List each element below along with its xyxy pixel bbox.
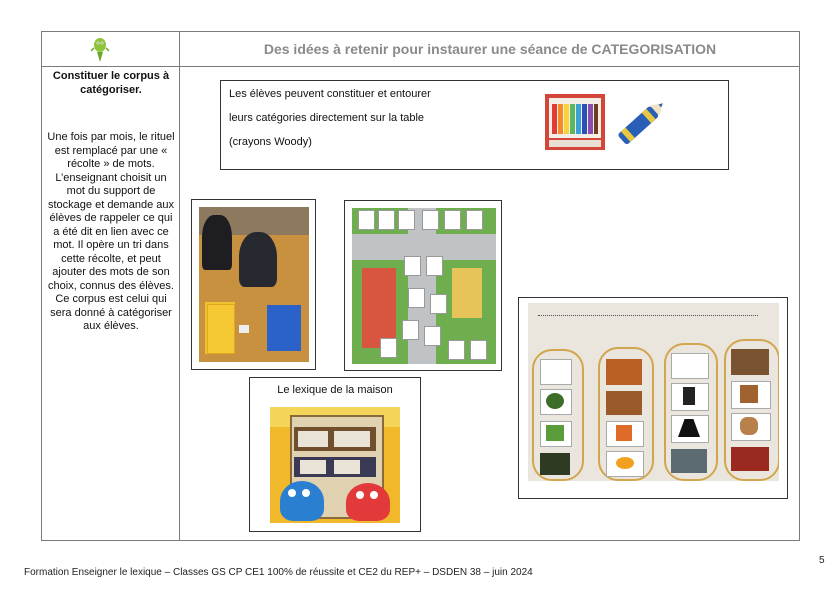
green-mascot-icon bbox=[90, 36, 110, 64]
page-number: 5 bbox=[819, 555, 825, 566]
sidebar-column bbox=[46, 70, 176, 334]
photo-house-lexicon bbox=[270, 407, 400, 523]
column-divider bbox=[179, 32, 180, 540]
crayon-info-box bbox=[220, 80, 729, 170]
photo-road-mat-frame bbox=[344, 200, 502, 371]
crayon-box-icon bbox=[545, 94, 605, 150]
footer-text: Formation Enseigner le lexique – Classes GS CP CE1 100% de réussite et CE2 du REP+ – DSDEN 38 – juin 2024 bbox=[24, 567, 533, 578]
row-divider bbox=[42, 66, 799, 67]
photo-children-frame bbox=[191, 199, 316, 370]
photo-sorted-cards-frame bbox=[518, 297, 788, 499]
info-line-3: (crayons Woody) bbox=[229, 136, 312, 148]
sidebar-heading: Constituer le corpus à catégoriser. bbox=[52, 70, 170, 96]
photo-house-lexicon-frame bbox=[249, 377, 421, 532]
page-title: Des idées à retenir pour instaurer une séance de CATEGORISATION bbox=[263, 41, 717, 57]
photo-sorted-cards bbox=[528, 303, 779, 481]
blue-crayon-icon bbox=[612, 91, 672, 153]
photo-road-mat bbox=[352, 208, 496, 364]
info-line-2: leurs catégories directement sur la table bbox=[229, 112, 425, 124]
photo-children bbox=[199, 207, 309, 362]
info-line-1: Les élèves peuvent constituer et entourer bbox=[229, 88, 431, 100]
sidebar-body: Une fois par mois, le rituel est remplacé par une « récolte » de mots. L’enseignant choisit un mot du support de stockage et demande aux élèves de rappeler ce qui a été dit en lien avec ce mot. Il opère un tri dans cette récolte, et peut ajouter des mots de son choix, connus des élèves. Ce corpus est celui qui sera donné à catégoriser aux élèves. bbox=[47, 131, 175, 332]
lexicon-caption: Le lexique de la maison bbox=[277, 384, 393, 396]
